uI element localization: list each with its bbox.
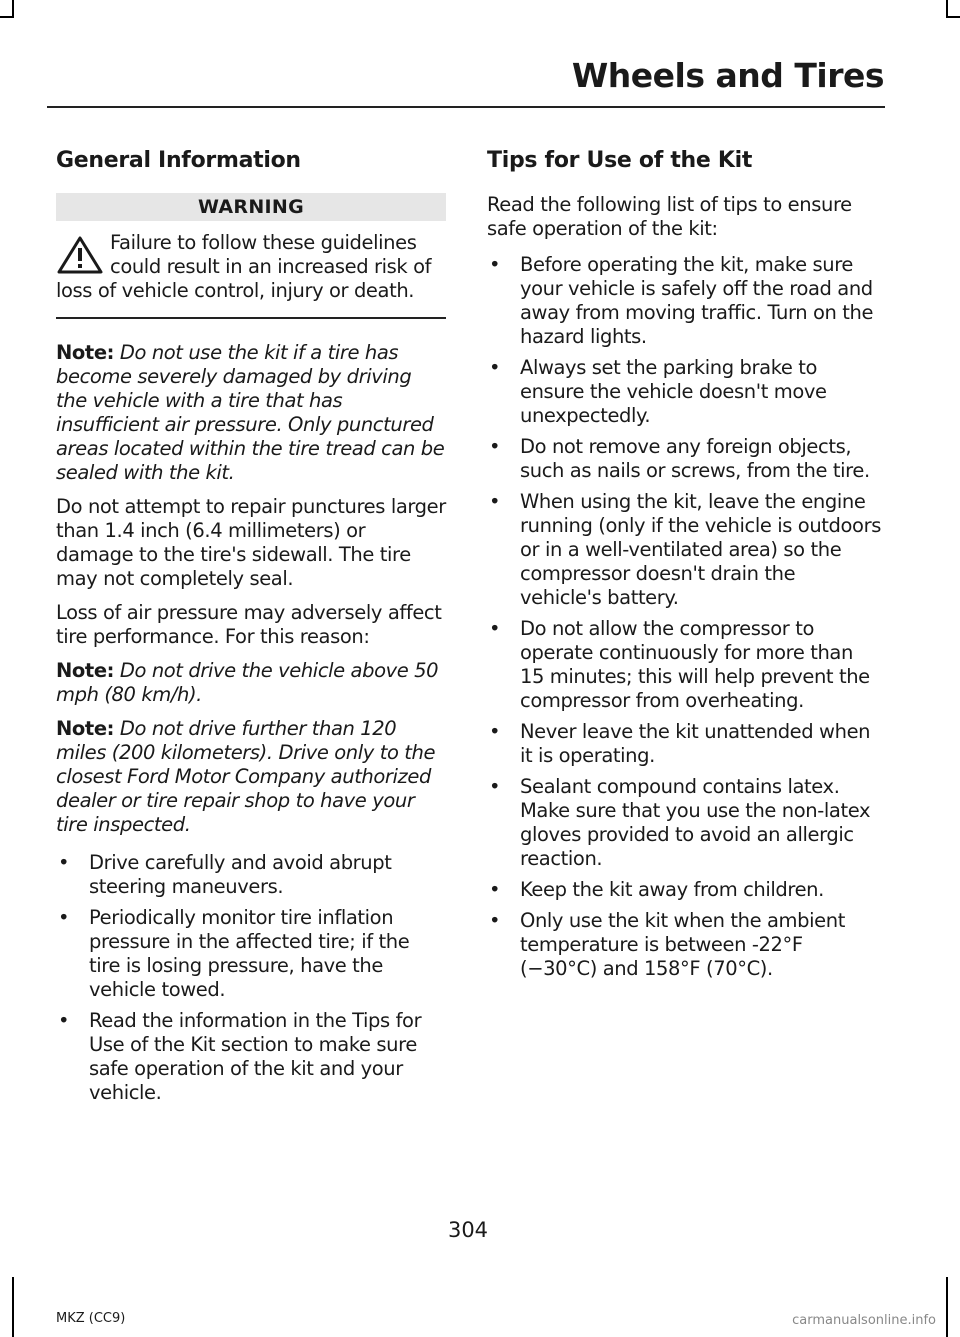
warning-label: WARNING (56, 193, 446, 221)
list-item (487, 775, 882, 871)
bullet-glyph: • (489, 617, 501, 640)
intro-paragraph: Read the following list of tips to ensure safe operation of the kit: (487, 193, 852, 240)
note-label: Note: (56, 341, 115, 364)
list-item (487, 253, 882, 349)
warning-text: Failure to follow these guidelines could result in an increased risk of loss of vehicle control, injury or death. (56, 231, 432, 302)
bullet-glyph: • (489, 909, 501, 932)
bullet-glyph: • (58, 1009, 70, 1032)
list-item-text: Only use the kit when the ambient temperature is between -22°F (−30°C) and 158°F (70°C). (520, 909, 845, 980)
tips-heading: Tips for Use of the Kit (487, 148, 753, 173)
list-item (56, 851, 446, 899)
list-item-text: Do not allow the compressor to operate continuously for more than 15 minutes; this will help prevent the compressor from overheating. (520, 617, 870, 712)
list-item (487, 356, 882, 428)
crop-mark (946, 16, 960, 18)
list-item-text: Drive carefully and avoid abrupt steering maneuvers. (89, 851, 392, 898)
crop-mark (946, 0, 948, 16)
tips-list (487, 253, 882, 981)
warning-box (56, 193, 446, 319)
note-label: Note: (56, 717, 115, 740)
crop-mark (0, 16, 14, 18)
list-item-text: Before operating the kit, make sure your vehicle is safely off the road and away from moving traffic. Turn on the hazard lights. (520, 253, 874, 348)
watermark: carmanualsonline.info (792, 1313, 936, 1328)
note-text: Do not drive the vehicle above 50 mph (80 km/h). (56, 659, 439, 706)
bullet-glyph: • (58, 906, 70, 929)
bullet-glyph: • (489, 720, 501, 743)
warning-divider (56, 317, 446, 319)
note-paragraph (56, 659, 446, 707)
crop-mark (12, 0, 14, 16)
list-item-text: Sealant compound contains latex. Make sure that you use the non-latex gloves provided to avoid an allergic reaction. (520, 775, 871, 870)
list-item-text: Periodically monitor tire inflation pressure in the affected tire; if the tire is losing pressure, have the vehicle towed. (89, 906, 410, 1001)
note-label: Note: (56, 659, 115, 682)
list-item (487, 490, 882, 610)
body-paragraph: Loss of air pressure may adversely affect tire performance. For this reason: (56, 601, 442, 648)
note-paragraph (56, 341, 446, 485)
list-item (487, 435, 882, 483)
note-text: Do not drive further than 120 miles (200 kilometers). Drive only to the closest Ford Motor Company authorized dealer or tire repair shop to have your tire inspected. (56, 717, 436, 836)
bullet-glyph: • (58, 851, 70, 874)
general-information-heading: General Information (56, 148, 301, 173)
list-item-text: Never leave the kit unattended when it is operating. (520, 720, 871, 767)
list-item (487, 909, 882, 981)
crop-mark (12, 1277, 14, 1337)
note-text: Do not use the kit if a tire has become severely damaged by driving the vehicle with a tire that has insufficient air pressure. Only punctured areas located within the tire tread can be sealed with the kit. (56, 341, 445, 484)
model-code: MKZ (CC9) (56, 1311, 126, 1326)
list-item (56, 906, 446, 1002)
bullet-list (56, 851, 446, 1105)
bullet-glyph: • (489, 878, 501, 901)
bullet-glyph: • (489, 775, 501, 798)
right-column (487, 148, 882, 988)
warning-triangle-icon (56, 235, 104, 275)
list-item-text: When using the kit, leave the engine running (only if the vehicle is outdoors or in a well-ventilated area) so the compressor doesn't drain the vehicle's battery. (520, 490, 881, 609)
bullet-glyph: • (489, 490, 501, 513)
bullet-glyph: • (489, 435, 501, 458)
list-item-text: Keep the kit away from children. (520, 878, 824, 901)
list-item-text: Always set the parking brake to ensure the vehicle doesn't move unexpectedly. (520, 356, 827, 427)
body-paragraph: Do not attempt to repair punctures larger than 1.4 inch (6.4 millimeters) or damage to the tire's sidewall. The tire may not completely seal. (56, 495, 446, 590)
list-item-text: Read the information in the Tips for Use of the Kit section to make sure safe operation of the kit and your vehicle. (89, 1009, 422, 1104)
page-number: 304 (447, 1218, 489, 1242)
header-divider (47, 106, 885, 108)
list-item (487, 617, 882, 713)
crop-mark (946, 1277, 948, 1337)
bullet-glyph: • (489, 356, 501, 379)
list-item (487, 720, 882, 768)
bullet-glyph: • (489, 253, 501, 276)
list-item (56, 1009, 446, 1105)
section-title: Wheels and Tires (571, 56, 884, 95)
left-column (56, 148, 446, 1112)
warning-body (56, 231, 446, 303)
note-paragraph (56, 717, 446, 837)
list-item (487, 878, 882, 902)
list-item-text: Do not remove any foreign objects, such as nails or screws, from the tire. (520, 435, 870, 482)
